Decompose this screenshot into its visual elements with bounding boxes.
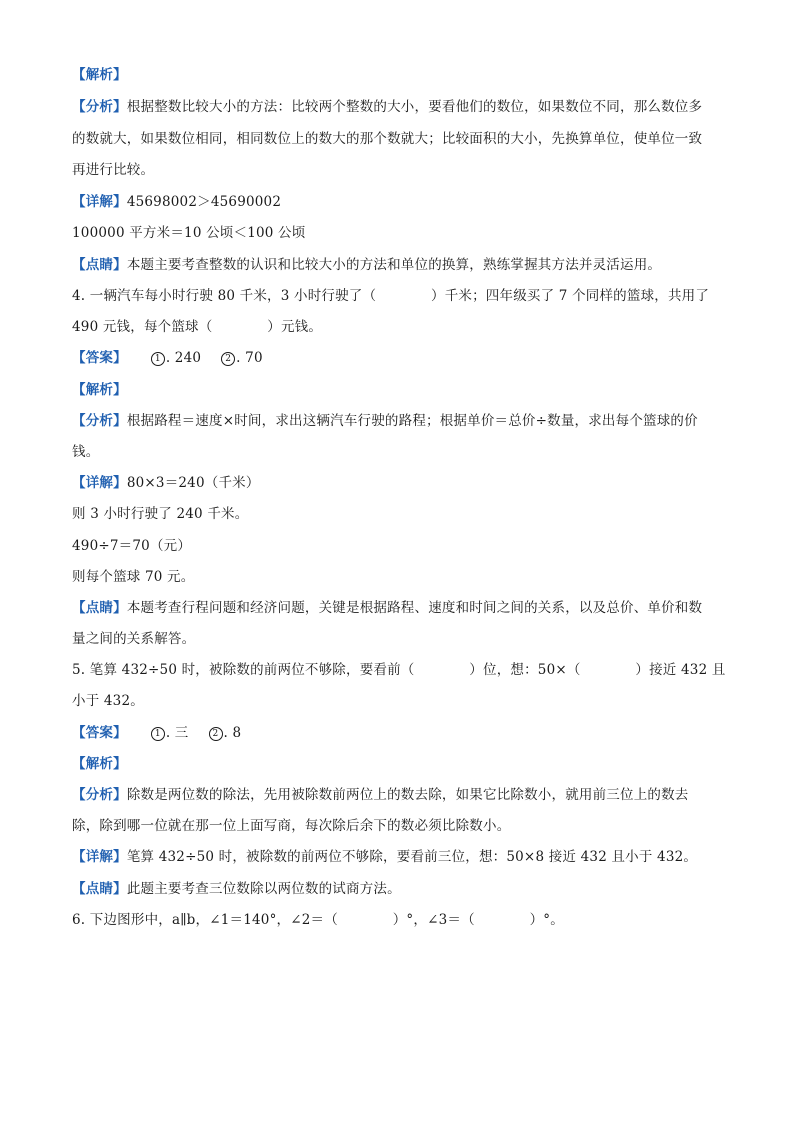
q4-comment-text-1: 本题考查行程问题和经济问题，关键是根据路程、速度和时间之间的关系，以及总价、单价和数 <box>126 600 703 616</box>
q5-analysis-heading <box>72 755 127 773</box>
detail-tag: 【详解】 <box>72 194 127 210</box>
answer-tag: 【答案】 <box>72 350 127 366</box>
fenxi-tag: 【分析】 <box>72 413 127 429</box>
q4-comment-text-2: 量之间的关系解答。 <box>72 631 196 647</box>
q3-detail-line-2 <box>72 224 305 242</box>
q6-question-line <box>72 911 564 929</box>
answer-marker-2: 2 <box>209 727 223 741</box>
q4-detail-text-2: 则 3 小时行驶了 240 千米。 <box>72 506 249 522</box>
q5-fenxi-text-1: 除数是两位数的除法，先用被除数前两位上的数去除，如果它比除数小，就用前三位上的数去 <box>126 787 689 803</box>
q5-question-line-1 <box>72 661 726 679</box>
q4-detail-line-2 <box>72 505 248 523</box>
answer-tag: 【答案】 <box>72 725 127 741</box>
q4-question-line-2 <box>72 318 322 336</box>
q4-answer-2: . 70 <box>236 350 263 366</box>
q3-fenxi-line-3 <box>72 161 154 179</box>
q3-detail-text-1: 45698002＞45690002 <box>126 194 282 210</box>
q4-question-text-2: 490 元钱，每个篮球（ ）元钱。 <box>72 319 323 335</box>
q3-fenxi-text-1: 根据整数比较大小的方法：比较两个整数的大小，要看他们的数位，如果数位不同，那么数位多 <box>126 99 703 115</box>
q4-question-text-1: 4. 一辆汽车每小时行驶 80 千米，3 小时行驶了（ ）千米；四年级买了 7 个同样的篮球，共用了 <box>72 288 710 304</box>
q5-fenxi-line-2 <box>72 817 510 835</box>
q4-comment-line-2 <box>72 630 195 648</box>
fenxi-tag: 【分析】 <box>72 99 127 115</box>
q5-detail-text: 笔算 432÷50 时，被除数的前两位不够除，要看前三位，想：50×8 接近 432 且小于 432。 <box>126 849 698 865</box>
answer-marker-1: 1 <box>151 352 165 366</box>
q5-answer-2: . 8 <box>223 725 242 741</box>
analysis-tag: 【解析】 <box>72 67 127 83</box>
q4-detail-line-1 <box>72 474 260 492</box>
q5-question-text-2: 小于 432。 <box>72 693 144 709</box>
q5-fenxi-text-2: 除，除到哪一位就在那一位上面写商，每次除后余下的数必须比除数小。 <box>72 818 511 834</box>
q5-answer-1: . 三 <box>165 725 189 741</box>
answer-marker-1: 1 <box>151 727 165 741</box>
q5-comment-line <box>72 880 401 898</box>
q4-answer-1: . 240 <box>165 350 202 366</box>
q4-fenxi-text-1: 根据路程＝速度×时间，求出这辆汽车行驶的路程；根据单价＝总价÷数量，求出每个篮球的价 <box>126 413 698 429</box>
q3-comment-line <box>72 256 661 274</box>
comment-tag: 【点睛】 <box>72 881 127 897</box>
q5-question-line-2 <box>72 692 144 710</box>
answer-marker-2: 2 <box>221 352 235 366</box>
q3-fenxi-line-1 <box>72 98 702 116</box>
q5-fenxi-line-1 <box>72 786 689 804</box>
q3-fenxi-line-2 <box>72 130 702 148</box>
detail-tag: 【详解】 <box>72 849 127 865</box>
q5-comment-text: 此题主要考查三位数除以两位数的试商方法。 <box>126 881 401 897</box>
q4-fenxi-text-2: 钱。 <box>72 444 100 460</box>
fenxi-tag: 【分析】 <box>72 787 127 803</box>
q3-fenxi-text-3: 再进行比较。 <box>72 162 155 178</box>
comment-tag: 【点睛】 <box>72 600 127 616</box>
q5-detail-line <box>72 848 697 866</box>
q4-fenxi-line-1 <box>72 412 698 430</box>
q3-detail-text-2: 100000 平方米＝10 公顷＜100 公顷 <box>72 225 306 241</box>
analysis-tag: 【解析】 <box>72 756 127 772</box>
q4-analysis-heading <box>72 381 127 399</box>
q4-comment-line-1 <box>72 599 702 617</box>
q4-detail-text-1: 80×3＝240（千米） <box>126 475 260 491</box>
q4-detail-line-3 <box>72 537 191 555</box>
q3-analysis-heading <box>72 66 127 84</box>
q4-detail-text-4: 则每个篮球 70 元。 <box>72 569 195 585</box>
analysis-tag: 【解析】 <box>72 382 127 398</box>
q3-fenxi-text-2: 的数就大，如果数位相同，相同数位上的数大的那个数就大；比较面积的大小，先换算单位，使单位一致 <box>72 131 703 147</box>
q4-question-line-1 <box>72 287 709 305</box>
comment-tag: 【点睛】 <box>72 257 127 273</box>
detail-tag: 【详解】 <box>72 475 127 491</box>
q6-question-text: 6. 下边图形中，a∥b，∠1＝140°，∠2＝（ ）°，∠3＝（ ）°。 <box>72 912 564 928</box>
q4-detail-text-3: 490÷7＝70（元） <box>72 538 192 554</box>
q4-answer-line <box>72 349 263 367</box>
q3-comment-text: 本题主要考查整数的认识和比较大小的方法和单位的换算，熟练掌握其方法并灵活运用。 <box>126 257 662 273</box>
q4-detail-line-4 <box>72 568 194 586</box>
q3-detail-line-1 <box>72 193 281 211</box>
q4-fenxi-line-2 <box>72 443 99 461</box>
q5-answer-line <box>72 724 241 742</box>
q5-question-text-1: 5. 笔算 432÷50 时，被除数的前两位不够除，要看前（ ）位，想：50×（ ）接近 432 且 <box>72 662 726 678</box>
